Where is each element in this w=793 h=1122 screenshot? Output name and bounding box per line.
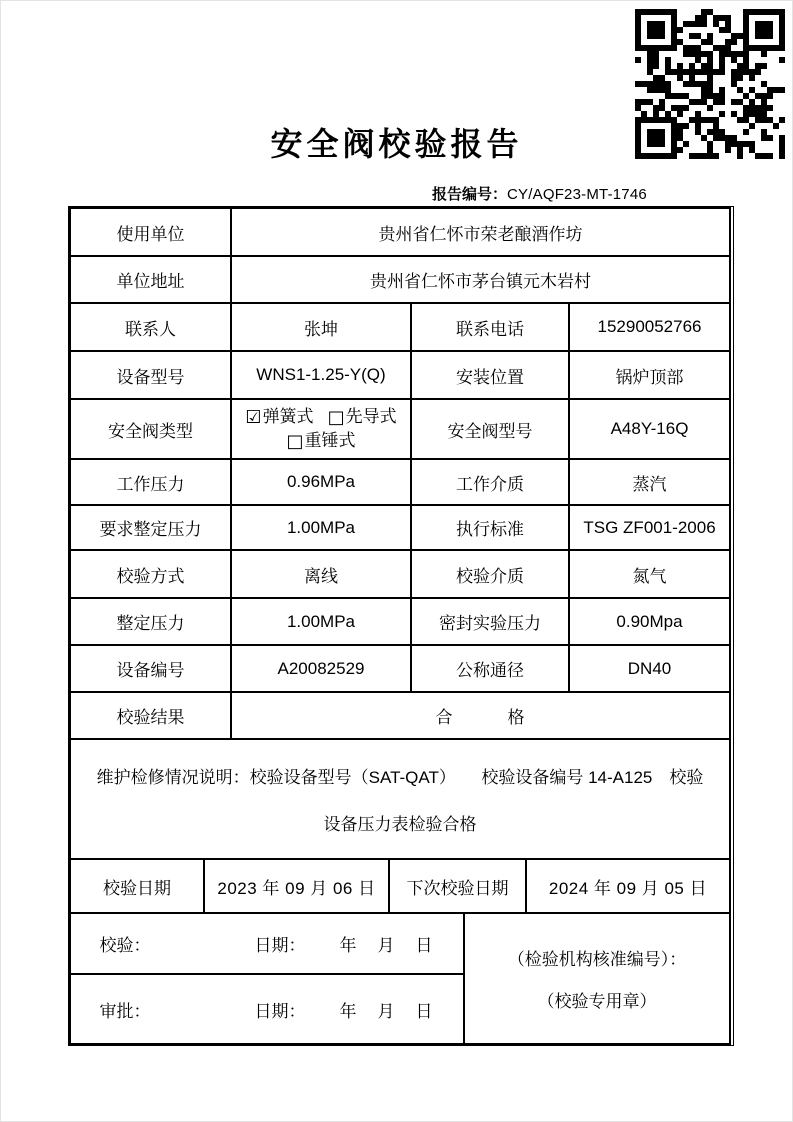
- valve-type-label: 安全阀类型: [70, 399, 231, 459]
- report-number-value: CY/AQF23-MT-1746: [507, 186, 647, 203]
- date-table: [69, 858, 731, 914]
- report-table: [68, 206, 734, 1046]
- install-position-label: 安装位置: [411, 351, 569, 399]
- nominal-diameter-label: 公称通径: [411, 645, 569, 692]
- valve-type-option-label: 先导式: [345, 407, 397, 426]
- table-row: [70, 913, 730, 974]
- page-title: 安全阀校验报告: [270, 126, 523, 162]
- set-pressure-value: 1.00MPa: [231, 598, 411, 645]
- main-info-table: [69, 207, 731, 860]
- valve-type-option-spring: [245, 407, 313, 426]
- calibrator-sign-row: [70, 913, 464, 974]
- equipment-no-value: A20082529: [231, 645, 411, 692]
- approver-ymd: 年 月 日: [339, 1001, 435, 1021]
- contact-phone-label: 联系电话: [411, 303, 569, 351]
- table-row: [70, 598, 730, 645]
- calibration-date-label: 校验日期: [70, 859, 204, 913]
- table-row: [70, 351, 730, 399]
- maintenance-note-line2: 设备压力表检验合格: [323, 815, 477, 834]
- checkbox-unchecked-icon: □: [286, 431, 304, 452]
- table-row: [70, 459, 730, 505]
- calibrator-date-label: 日期：: [254, 936, 306, 955]
- table-row: [70, 645, 730, 692]
- calibration-medium-label: 校验介质: [411, 550, 569, 598]
- equipment-no-label: 设备编号: [70, 645, 231, 692]
- seal-test-pressure-value: 0.90Mpa: [569, 598, 730, 645]
- required-set-pressure-value: 1.00MPa: [231, 505, 411, 550]
- working-pressure-label: 工作压力: [70, 459, 231, 505]
- approval-number-label: （检验机构核准编号）：: [507, 950, 687, 969]
- table-row: [70, 739, 730, 859]
- seal-test-pressure-label: 密封实验压力: [411, 598, 569, 645]
- contact-phone-value: 15290052766: [569, 303, 730, 351]
- report-number-label: 报告编号：: [432, 186, 508, 203]
- result-label: 校验结果: [70, 692, 231, 739]
- signature-table: [69, 912, 731, 1045]
- use-unit-label: 使用单位: [70, 208, 231, 256]
- table-row: [70, 859, 730, 913]
- working-medium-label: 工作介质: [411, 459, 569, 505]
- approver-sign-label: 审批：: [99, 1001, 151, 1021]
- nominal-diameter-value: DN40: [569, 645, 730, 692]
- table-row: [70, 399, 730, 459]
- stamp-label: （校验专用章）: [537, 992, 657, 1011]
- valve-type-option-weight: [286, 431, 355, 450]
- calibration-method-value: 离线: [231, 550, 411, 598]
- checkbox-checked-icon: ☑: [245, 407, 262, 428]
- contact-label: 联系人: [70, 303, 231, 351]
- unit-address-value: 贵州省仁怀市茅台镇元木岩村: [231, 256, 730, 303]
- valve-type-option-label: 弹簧式: [262, 407, 314, 426]
- calibration-medium-value: 氮气: [569, 550, 730, 598]
- report-number: [432, 183, 647, 204]
- equipment-model-value: WNS1-1.25-Y(Q): [231, 351, 411, 399]
- valve-type-options: [231, 399, 411, 459]
- valve-type-option-label: 重锤式: [304, 431, 356, 450]
- calibrator-sign-label: 校验：: [99, 936, 151, 955]
- valve-type-option-pilot: [328, 407, 397, 426]
- unit-address-label: 单位地址: [70, 256, 231, 303]
- calibrator-ymd: 年 月 日: [339, 936, 435, 955]
- table-row: [70, 505, 730, 550]
- set-pressure-label: 整定压力: [70, 598, 231, 645]
- standard-label: 执行标准: [411, 505, 569, 550]
- maintenance-note-line1: 维护检修情况说明：校验设备型号（SAT-QAT） 校验设备编号 14-A125 校验: [96, 768, 704, 787]
- next-calibration-date-value: 2024 年 09 月 05 日: [526, 859, 730, 913]
- standard-value: TSG ZF001-2006: [569, 505, 730, 550]
- equipment-model-label: 设备型号: [70, 351, 231, 399]
- calibration-date-value: 2023 年 09 月 06 日: [204, 859, 389, 913]
- table-row: [70, 256, 730, 303]
- contact-value: 张坤: [231, 303, 411, 351]
- working-pressure-value: 0.96MPa: [231, 459, 411, 505]
- stamp-cell: [464, 913, 730, 1044]
- working-medium-value: 蒸汽: [569, 459, 730, 505]
- table-row: [70, 303, 730, 351]
- use-unit-value: 贵州省仁怀市荣老酿酒作坊: [231, 208, 730, 256]
- table-row: [70, 692, 730, 739]
- valve-model-value: A48Y-16Q: [569, 399, 730, 459]
- required-set-pressure-label: 要求整定压力: [70, 505, 231, 550]
- table-row: [70, 550, 730, 598]
- calibration-method-label: 校验方式: [70, 550, 231, 598]
- approver-sign-row: [70, 974, 464, 1044]
- install-position-value: 锅炉顶部: [569, 351, 730, 399]
- maintenance-note: [70, 739, 730, 859]
- checkbox-unchecked-icon: □: [327, 407, 345, 428]
- table-row: [70, 208, 730, 256]
- next-calibration-date-label: 下次校验日期: [389, 859, 526, 913]
- valve-model-label: 安全阀型号: [411, 399, 569, 459]
- result-value: 合 格: [231, 692, 730, 739]
- approver-date-label: 日期：: [254, 1001, 306, 1021]
